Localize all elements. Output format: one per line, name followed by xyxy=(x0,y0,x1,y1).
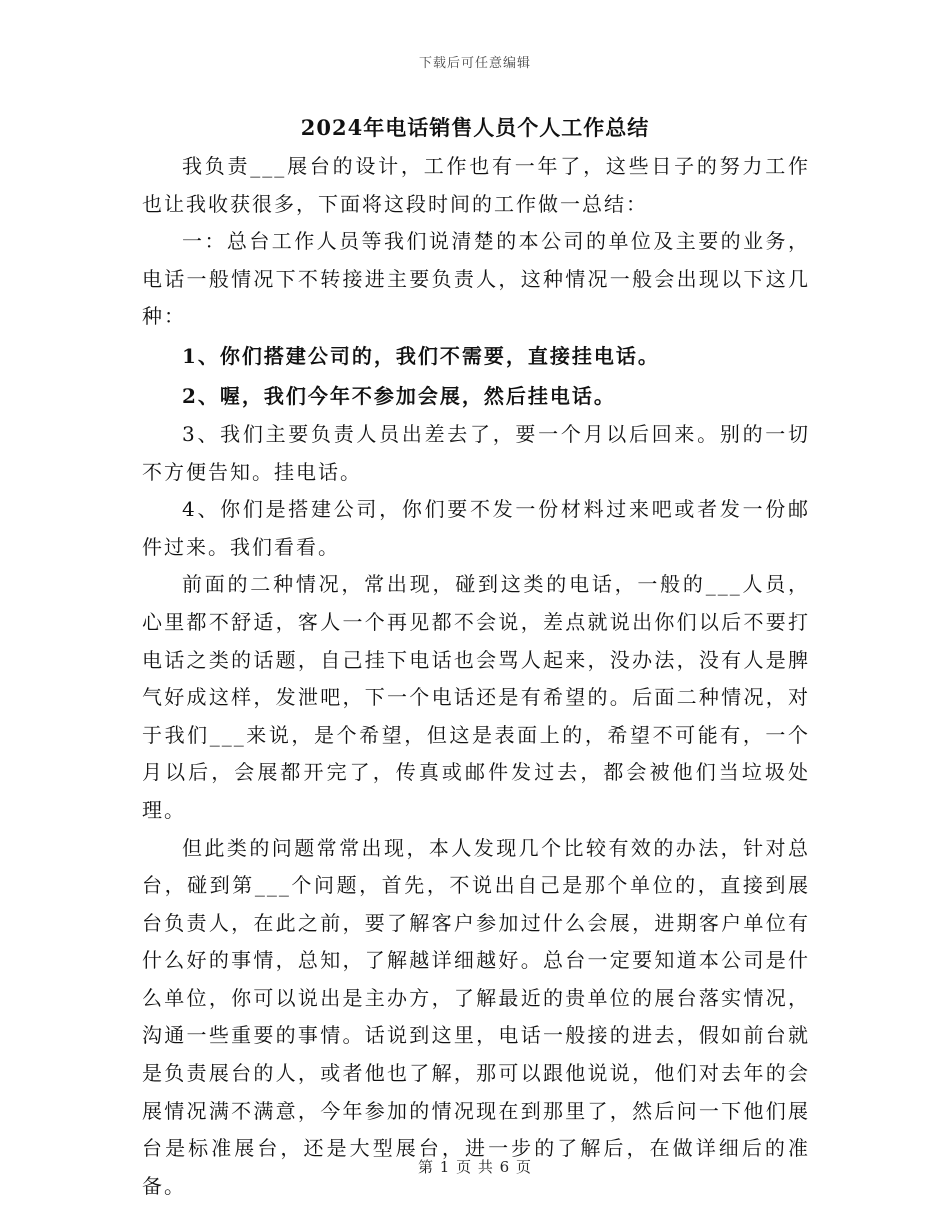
paragraph-solution: 但此类的问题常常出现，本人发现几个比较有效的办法，针对总台，碰到第___个问题，首先，不说出自己是那个单位的，直接到展台负责人，在此之前，要了解客户参加过什么会展，进期客户单位有什么好的事情，总知，了解越详细越好。总台一定要知道本公司是什么单位，你可以说出是主办方，了解最近的贵单位的展台落实情况，沟通一些重要的事情。话说到这里，电话一般接的进去，假如前台就是负责展台的人，或者他也了解，那可以跟他说说，他们对去年的会展情况满不满意，今年参加的情况现在到那里了，然后问一下他们展台是标准展台，还是大型展台，进一步的了解后，在做详细后的准备。 xyxy=(142,835,810,1198)
header-note: 下载后可任意编辑 xyxy=(418,56,531,71)
paragraph-section-one: 一：总台工作人员等我们说清楚的本公司的单位及主要的业务，电话一般情况下不转接进主要负责人，这种情况一般会出现以下这几种： xyxy=(142,229,810,329)
list-item-2: 2、喔，我们今年不参加会展，然后挂电话。 xyxy=(182,383,616,408)
document-body xyxy=(142,148,810,1205)
page-number: 第 1 页 共 6 页 xyxy=(418,1158,532,1176)
list-item-1: 1、你们搭建公司的，我们不需要，直接挂电话。 xyxy=(182,343,660,368)
document-title: 2024年电话销售人员个人工作总结 xyxy=(300,115,650,140)
paragraph-intro: 我负责___展台的设计，工作也有一年了，这些日子的努力工作也让我收获很多，下面将这段时间的工作做一总结： xyxy=(142,154,810,216)
paragraph-analysis: 前面的二种情况，常出现，碰到这类的电话，一般的___人员，心里都不舒适，客人一个再见都不会说，差点就说出你们以后不要打电话之类的话题，自己挂下电话也会骂人起来，没办法，没有人是脾气好成这样，发泄吧，下一个电话还是有希望的。后面二种情况，对于我们___来说，是个希望，但这是表面上的，希望不可能有，一个月以后，会展都开完了，传真或邮件发过去，都会被他们当垃圾处理。 xyxy=(142,572,810,822)
list-item-4: 4、你们是搭建公司，你们要不发一份材料过来吧或者发一份邮件过来。我们看看。 xyxy=(142,497,810,559)
list-item-3: 3、我们主要负责人员出差去了，要一个月以后回来。别的一切不方便告知。挂电话。 xyxy=(142,421,810,484)
